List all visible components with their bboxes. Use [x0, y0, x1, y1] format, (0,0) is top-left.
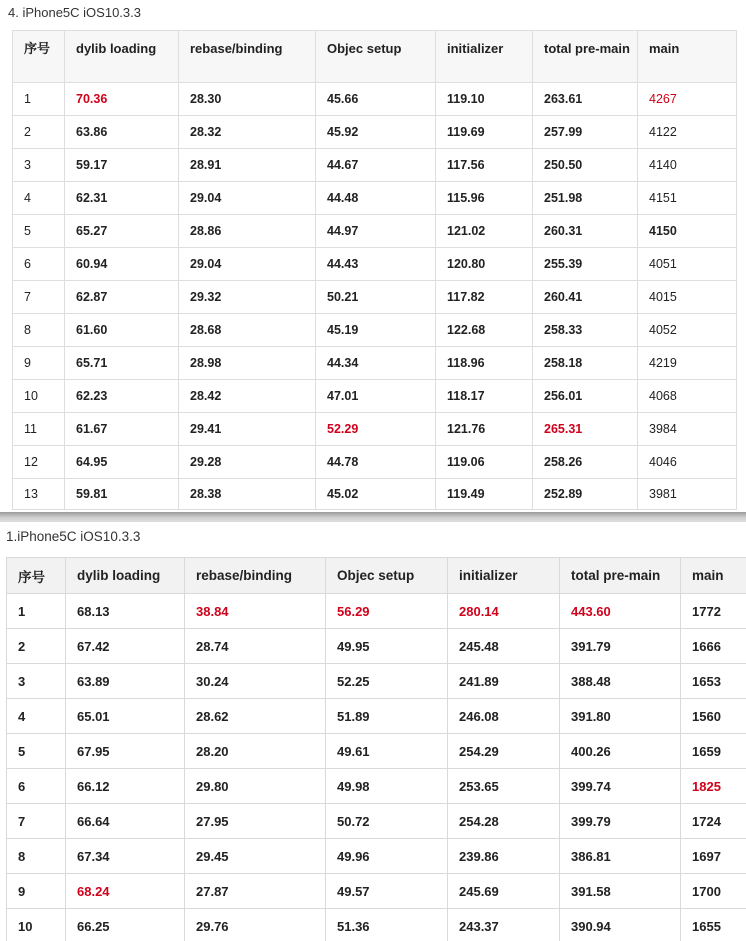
cell-initializer: 254.28 — [448, 804, 560, 839]
cell-index: 10 — [7, 909, 66, 941]
cell-objc-setup: 44.97 — [316, 215, 436, 248]
cell-index: 8 — [7, 839, 66, 874]
cell-total-pre-main: 257.99 — [533, 116, 638, 149]
cell-objc-setup: 49.57 — [326, 874, 448, 909]
cell-initializer: 121.76 — [436, 413, 533, 446]
cell-main: 4151 — [638, 182, 737, 215]
cell-index: 11 — [13, 413, 65, 446]
cell-total-pre-main: 391.79 — [560, 629, 681, 664]
cell-index: 1 — [7, 594, 66, 629]
cell-rebase-binding: 29.45 — [185, 839, 326, 874]
cell-main: 4219 — [638, 347, 737, 380]
cell-index: 4 — [13, 182, 65, 215]
cell-main: 4267 — [638, 83, 737, 116]
cell-initializer: 245.48 — [448, 629, 560, 664]
header-row — [7, 558, 746, 594]
cell-total-pre-main: 252.89 — [533, 479, 638, 510]
cell-objc-setup: 50.21 — [316, 281, 436, 314]
cell-index: 4 — [7, 699, 66, 734]
table-row — [13, 248, 737, 281]
table-row — [13, 314, 737, 347]
cell-main: 4122 — [638, 116, 737, 149]
cell-total-pre-main: 390.94 — [560, 909, 681, 941]
cell-initializer: 117.56 — [436, 149, 533, 182]
cell-objc-setup: 49.95 — [326, 629, 448, 664]
header-objc-setup: Objec setup — [316, 31, 436, 83]
cell-index: 7 — [7, 804, 66, 839]
cell-objc-setup: 45.66 — [316, 83, 436, 116]
cell-index: 13 — [13, 479, 65, 510]
cell-dylib-loading: 65.01 — [66, 699, 185, 734]
table-row — [13, 380, 737, 413]
cell-rebase-binding: 29.04 — [179, 248, 316, 281]
cell-rebase-binding: 27.87 — [185, 874, 326, 909]
table-row — [7, 874, 746, 909]
cell-index: 5 — [7, 734, 66, 769]
table-row — [13, 347, 737, 380]
cell-dylib-loading: 59.81 — [65, 479, 179, 510]
header-total-pre-main: total pre-main — [533, 31, 638, 83]
cell-main: 1560 — [681, 699, 746, 734]
cell-dylib-loading: 63.86 — [65, 116, 179, 149]
cell-dylib-loading: 68.24 — [66, 874, 185, 909]
cell-index: 7 — [13, 281, 65, 314]
cell-main: 1825 — [681, 769, 746, 804]
cell-objc-setup: 49.96 — [326, 839, 448, 874]
cell-index: 12 — [13, 446, 65, 479]
cell-total-pre-main: 443.60 — [560, 594, 681, 629]
cell-dylib-loading: 62.23 — [65, 380, 179, 413]
cell-objc-setup: 45.92 — [316, 116, 436, 149]
cell-dylib-loading: 66.25 — [66, 909, 185, 941]
header-index: 序号 — [13, 31, 65, 83]
cell-dylib-loading: 63.89 — [66, 664, 185, 699]
table-row — [7, 734, 746, 769]
cell-total-pre-main: 388.48 — [560, 664, 681, 699]
cell-total-pre-main: 251.98 — [533, 182, 638, 215]
cell-rebase-binding: 28.68 — [179, 314, 316, 347]
table-row — [13, 182, 737, 215]
cell-total-pre-main: 255.39 — [533, 248, 638, 281]
timing-table-top — [12, 30, 737, 510]
cell-index: 2 — [13, 116, 65, 149]
cell-rebase-binding: 28.42 — [179, 380, 316, 413]
cell-main: 1700 — [681, 874, 746, 909]
cell-total-pre-main: 399.74 — [560, 769, 681, 804]
header-main: main — [681, 558, 746, 594]
cell-index: 8 — [13, 314, 65, 347]
cell-rebase-binding: 28.91 — [179, 149, 316, 182]
table-row — [7, 769, 746, 804]
cell-total-pre-main: 265.31 — [533, 413, 638, 446]
cell-objc-setup: 49.98 — [326, 769, 448, 804]
cell-index: 6 — [7, 769, 66, 804]
cell-initializer: 118.17 — [436, 380, 533, 413]
cell-dylib-loading: 66.64 — [66, 804, 185, 839]
header-main: main — [638, 31, 737, 83]
cell-initializer: 241.89 — [448, 664, 560, 699]
table-row — [13, 446, 737, 479]
table-row — [7, 839, 746, 874]
cell-index: 9 — [13, 347, 65, 380]
table-row — [13, 281, 737, 314]
cell-initializer: 119.10 — [436, 83, 533, 116]
cell-initializer: 119.69 — [436, 116, 533, 149]
cell-initializer: 239.86 — [448, 839, 560, 874]
cell-dylib-loading: 67.42 — [66, 629, 185, 664]
cell-objc-setup: 45.19 — [316, 314, 436, 347]
table-row — [7, 699, 746, 734]
cell-dylib-loading: 67.95 — [66, 734, 185, 769]
cell-rebase-binding: 29.80 — [185, 769, 326, 804]
cell-main: 1724 — [681, 804, 746, 839]
cell-dylib-loading: 62.87 — [65, 281, 179, 314]
cell-rebase-binding: 27.95 — [185, 804, 326, 839]
cell-rebase-binding: 28.74 — [185, 629, 326, 664]
cell-rebase-binding: 28.32 — [179, 116, 316, 149]
cell-total-pre-main: 260.41 — [533, 281, 638, 314]
cell-rebase-binding: 29.76 — [185, 909, 326, 941]
header-total-pre-main: total pre-main — [560, 558, 681, 594]
header-dylib-loading: dylib loading — [65, 31, 179, 83]
cell-total-pre-main: 400.26 — [560, 734, 681, 769]
cell-initializer: 117.82 — [436, 281, 533, 314]
cell-objc-setup: 56.29 — [326, 594, 448, 629]
header-row — [13, 31, 737, 83]
cell-objc-setup: 44.67 — [316, 149, 436, 182]
cell-total-pre-main: 260.31 — [533, 215, 638, 248]
cell-initializer: 119.49 — [436, 479, 533, 510]
cell-initializer: 246.08 — [448, 699, 560, 734]
header-initializer: initializer — [436, 31, 533, 83]
cell-objc-setup: 50.72 — [326, 804, 448, 839]
header-rebase-binding: rebase/binding — [179, 31, 316, 83]
cell-index: 9 — [7, 874, 66, 909]
cell-rebase-binding: 28.20 — [185, 734, 326, 769]
cell-objc-setup: 44.48 — [316, 182, 436, 215]
cell-dylib-loading: 59.17 — [65, 149, 179, 182]
table-row — [7, 664, 746, 699]
cell-objc-setup: 52.29 — [316, 413, 436, 446]
cell-dylib-loading: 60.94 — [65, 248, 179, 281]
cell-initializer: 122.68 — [436, 314, 533, 347]
cell-total-pre-main: 263.61 — [533, 83, 638, 116]
cell-initializer: 121.02 — [436, 215, 533, 248]
cell-rebase-binding: 28.98 — [179, 347, 316, 380]
cell-objc-setup: 44.43 — [316, 248, 436, 281]
cell-dylib-loading: 67.34 — [66, 839, 185, 874]
table-row — [7, 594, 746, 629]
cell-main: 4051 — [638, 248, 737, 281]
table-caption-bottom: 1.iPhone5C iOS10.3.3 — [6, 529, 141, 544]
table-row — [13, 215, 737, 248]
cell-total-pre-main: 258.33 — [533, 314, 638, 347]
cell-total-pre-main: 386.81 — [560, 839, 681, 874]
table-row — [7, 629, 746, 664]
cell-total-pre-main: 391.58 — [560, 874, 681, 909]
cell-rebase-binding: 28.62 — [185, 699, 326, 734]
cell-dylib-loading: 62.31 — [65, 182, 179, 215]
header-objc-setup: Objec setup — [326, 558, 448, 594]
cell-total-pre-main: 256.01 — [533, 380, 638, 413]
cell-main: 3984 — [638, 413, 737, 446]
cell-index: 1 — [13, 83, 65, 116]
cell-dylib-loading: 61.67 — [65, 413, 179, 446]
cell-objc-setup: 51.36 — [326, 909, 448, 941]
bottom-panel — [0, 522, 746, 941]
cell-objc-setup: 51.89 — [326, 699, 448, 734]
cell-initializer: 254.29 — [448, 734, 560, 769]
cell-dylib-loading: 66.12 — [66, 769, 185, 804]
cell-dylib-loading: 70.36 — [65, 83, 179, 116]
cell-main: 4068 — [638, 380, 737, 413]
cell-main: 3981 — [638, 479, 737, 510]
table-row — [13, 149, 737, 182]
timing-table-bottom — [6, 557, 746, 941]
cell-index: 10 — [13, 380, 65, 413]
cell-initializer: 243.37 — [448, 909, 560, 941]
cell-total-pre-main: 258.26 — [533, 446, 638, 479]
cell-dylib-loading: 64.95 — [65, 446, 179, 479]
table-row — [7, 909, 746, 941]
cell-initializer: 120.80 — [436, 248, 533, 281]
cell-objc-setup: 44.78 — [316, 446, 436, 479]
header-index: 序号 — [7, 558, 66, 594]
cell-main: 1653 — [681, 664, 746, 699]
cell-initializer: 119.06 — [436, 446, 533, 479]
cell-rebase-binding: 28.30 — [179, 83, 316, 116]
cell-dylib-loading: 65.71 — [65, 347, 179, 380]
cell-total-pre-main: 391.80 — [560, 699, 681, 734]
table-row — [13, 83, 737, 116]
cell-index: 3 — [7, 664, 66, 699]
cell-dylib-loading: 61.60 — [65, 314, 179, 347]
cell-main: 1659 — [681, 734, 746, 769]
table-row — [13, 479, 737, 510]
cell-main: 4150 — [638, 215, 737, 248]
cell-objc-setup: 44.34 — [316, 347, 436, 380]
cell-objc-setup: 49.61 — [326, 734, 448, 769]
cell-dylib-loading: 68.13 — [66, 594, 185, 629]
table-row — [13, 413, 737, 446]
cell-objc-setup: 52.25 — [326, 664, 448, 699]
cell-index: 6 — [13, 248, 65, 281]
table-row — [7, 804, 746, 839]
cell-main: 4015 — [638, 281, 737, 314]
cell-index: 2 — [7, 629, 66, 664]
cell-main: 1697 — [681, 839, 746, 874]
cell-total-pre-main: 250.50 — [533, 149, 638, 182]
cell-rebase-binding: 29.41 — [179, 413, 316, 446]
cell-rebase-binding: 38.84 — [185, 594, 326, 629]
cell-objc-setup: 45.02 — [316, 479, 436, 510]
cell-initializer: 253.65 — [448, 769, 560, 804]
header-rebase-binding: rebase/binding — [185, 558, 326, 594]
cell-rebase-binding: 28.86 — [179, 215, 316, 248]
cell-index: 3 — [13, 149, 65, 182]
cell-total-pre-main: 258.18 — [533, 347, 638, 380]
cell-initializer: 115.96 — [436, 182, 533, 215]
cell-rebase-binding: 29.32 — [179, 281, 316, 314]
cell-rebase-binding: 30.24 — [185, 664, 326, 699]
cell-total-pre-main: 399.79 — [560, 804, 681, 839]
table-row — [13, 116, 737, 149]
cell-main: 1655 — [681, 909, 746, 941]
cell-main: 4046 — [638, 446, 737, 479]
cell-main: 4052 — [638, 314, 737, 347]
header-dylib-loading: dylib loading — [66, 558, 185, 594]
cell-main: 1772 — [681, 594, 746, 629]
header-initializer: initializer — [448, 558, 560, 594]
cell-initializer: 245.69 — [448, 874, 560, 909]
cell-main: 4140 — [638, 149, 737, 182]
cell-initializer: 118.96 — [436, 347, 533, 380]
cell-index: 5 — [13, 215, 65, 248]
cell-rebase-binding: 28.38 — [179, 479, 316, 510]
cell-objc-setup: 47.01 — [316, 380, 436, 413]
cell-rebase-binding: 29.28 — [179, 446, 316, 479]
cell-initializer: 280.14 — [448, 594, 560, 629]
cell-main: 1666 — [681, 629, 746, 664]
cell-rebase-binding: 29.04 — [179, 182, 316, 215]
table-caption-top: 4. iPhone5C iOS10.3.3 — [8, 5, 141, 20]
cell-dylib-loading: 65.27 — [65, 215, 179, 248]
